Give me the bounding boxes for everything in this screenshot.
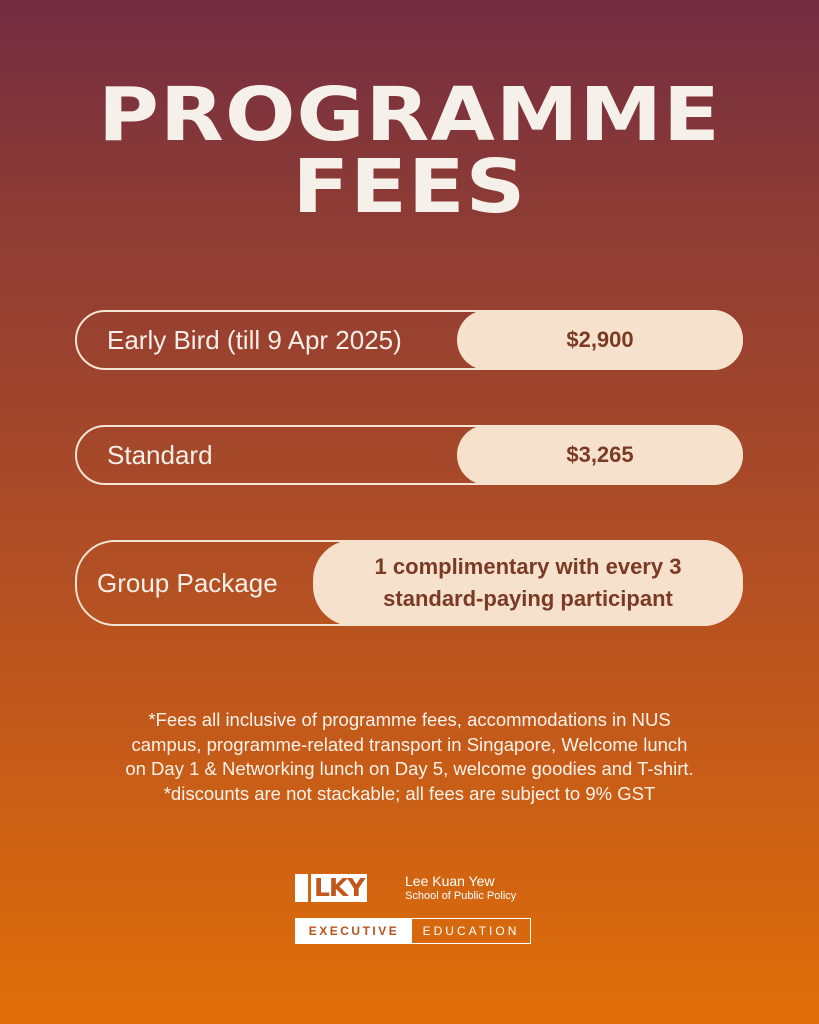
fee-notes: [40, 708, 779, 806]
page-title-line2: FEES: [292, 144, 527, 230]
fee-row-standard: [75, 425, 743, 485]
note-line: campus, programme-related transport in Singapore, Welcome lunch: [131, 733, 688, 755]
lky-mark-icon: [295, 874, 367, 902]
fee-value-standard: $3,265: [457, 425, 743, 485]
note-line: *discounts are not stackable; all fees are subject to 9% GST: [163, 782, 656, 804]
fee-row-group-package: [75, 540, 743, 626]
school-name-line1: Lee Kuan Yew: [405, 873, 495, 889]
fee-row-early-bird: [75, 310, 743, 370]
executive-education-badge: [295, 918, 531, 944]
fee-label-group-package: Group Package: [97, 567, 278, 598]
lky-mark-letters: LKY: [311, 874, 367, 902]
page-title-line1: PROGRAMME: [98, 72, 721, 158]
group-package-line2: standard-paying participant: [383, 586, 673, 611]
school-name: [405, 874, 516, 903]
note-line: *Fees all inclusive of programme fees, accommodations in NUS: [148, 709, 671, 730]
fee-label-early-bird: Early Bird (till 9 Apr 2025): [107, 324, 402, 355]
school-name-line2: School of Public Policy: [405, 890, 517, 902]
group-package-line1: 1 complimentary with every 3: [374, 554, 682, 580]
fee-label-standard: Standard: [107, 439, 213, 470]
lky-logo: [295, 872, 535, 948]
fee-value-early-bird: $2,900: [457, 310, 743, 370]
note-line: on Day 1 & Networking lunch on Day 5, welcome goodies and T-shirt.: [125, 758, 694, 780]
executive-label: EXECUTIVE: [296, 919, 412, 943]
fee-value-group-package: [313, 540, 743, 626]
education-label: EDUCATION: [422, 924, 520, 938]
